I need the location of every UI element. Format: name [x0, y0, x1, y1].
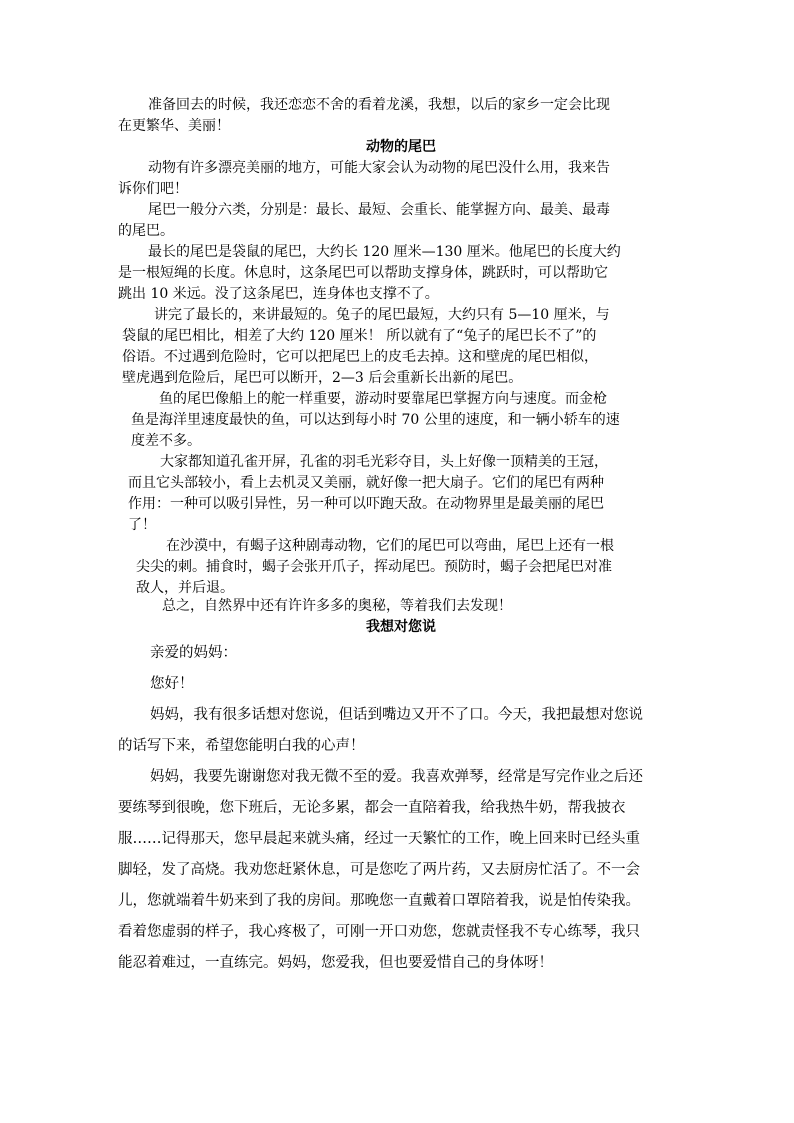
letter-paragraph	[118, 700, 684, 762]
text-line: 鱼是海洋里速度最快的鱼，可以达到每小时 70 公里的速度，和一辆小轿车的速	[131, 412, 620, 428]
text-line: 壁虎遇到危险后，尾巴可以断开，2—3 后会重新长出新的尾巴。	[122, 370, 523, 386]
text-line: 作用：一种可以吸引异性，另一种可以吓跑天敌。在动物界里是最美丽的尾巴	[128, 496, 604, 512]
text-line: 动物有许多漂亮美丽的地方，可能大家会认为动物的尾巴没什么用，我来告	[148, 160, 610, 176]
letter-salutation	[118, 638, 684, 669]
text-line: 要练琴到很晚，您下班后，无论多累，都会一直陪着我，给我热牛奶，帮我披衣	[118, 800, 626, 816]
article-title: 动物的尾巴	[366, 139, 436, 155]
text-line: 跳出 10 米远。没了这条尾巴，连身体也支撑不了。	[118, 286, 439, 302]
text-line: 是一根短绳的长度。休息时，这条尾巴可以帮助支撑身体，跳跃时，可以帮助它	[118, 265, 608, 281]
text-line: 尾巴一般分六类，分别是：最长、最短、会重长、能掌握方向、最美、最毒	[148, 202, 610, 218]
text-line: 脚轻，发了高烧。我劝您赶紧休息，可是您吃了两片药，又去厨房忙活了。不一会	[118, 862, 640, 878]
text-line: 的话写下来，希望您能明白我的心声！	[118, 738, 365, 754]
article-paragraph	[131, 389, 684, 452]
article-paragraph	[128, 452, 684, 536]
text-line: 妈妈，我有很多话想对您说，但话到嘴边又开不了口。今天，我把最想对您说	[150, 707, 643, 723]
article-paragraph	[122, 305, 684, 389]
text-line: 而且它头部较小，看上去机灵又美丽，就好像一把大扇子。它们的尾巴有两种	[128, 475, 604, 491]
text-line: 最长的尾巴是袋鼠的尾巴，大约长 120 厘米—130 厘米。他尾巴的长度大约	[148, 244, 621, 260]
intro-paragraph	[118, 95, 684, 137]
text-line: 诉你们吧！	[118, 181, 188, 197]
text-line: 鱼的尾巴像船上的舵一样重要，游动时要靠尾巴掌握方向与速度。而金枪	[159, 391, 607, 407]
article-paragraph	[118, 242, 684, 305]
article-title: 我想对您说	[366, 619, 436, 635]
article-paragraph	[162, 596, 684, 617]
text-line: 妈妈，我要先谢谢您对我无微不至的爱。我喜欢弹琴，经常是写完作业之后还	[150, 769, 643, 785]
text-line: 在更繁华、美丽！	[118, 118, 230, 134]
text-line: 看着您虚弱的样子，我心疼极了，可刚一开口劝您，您就责怪我不专心练琴，我只	[118, 924, 640, 940]
text-line: 的尾巴。	[118, 223, 174, 239]
text-line: 俗语。不过遇到危险时，它可以把尾巴上的皮毛去掉。这和壁虎的尾巴相似，	[122, 349, 598, 365]
text-line: 总之，自然界中还有许许多多的奥秘，等着我们去发现！	[162, 598, 512, 614]
text-line: 大家都知道孔雀开屏，孔雀的羽毛光彩夺目，头上好像一顶精美的王冠，	[160, 454, 608, 470]
text-line: 能忍着难过，一直练完。妈妈，您爱我，但也要爱惜自己的身体呀！	[118, 955, 553, 971]
text-line: 服……记得那天，您早晨起来就头痛，经过一天繁忙的工作，晚上回来时已经头重	[118, 831, 640, 847]
salutation-line: 亲爱的妈妈：	[150, 645, 237, 661]
letter-paragraph	[118, 762, 684, 979]
text-line: 讲完了最长的，来讲最短的。兔子的尾巴最短，大约只有 5—10 厘米，与	[154, 307, 610, 323]
text-line: 在沙漠中，有蝎子这种剧毒动物，它们的尾巴可以弯曲，尾巴上还有一根	[166, 538, 614, 554]
article-paragraph	[136, 536, 684, 599]
article-paragraph	[118, 158, 684, 200]
text-line: 尖尖的刺。捕食时，蝎子会张开爪子，挥动尾巴。预防时，蝎子会把尾巴对准	[136, 559, 612, 575]
text-line: 准备回去的时候，我还恋恋不舍的看着龙溪，我想，以后的家乡一定会比现	[148, 97, 610, 113]
text-line: 儿，您就端着牛奶来到了我的房间。那晚您一直戴着口罩陪着我，说是怕传染我。	[118, 893, 640, 909]
article-paragraph	[118, 200, 684, 242]
text-line: 了！	[128, 517, 156, 533]
text-line: 度差不多。	[131, 433, 201, 449]
text-line: 袋鼠的尾巴相比，相差了大约 120 厘米！ 所以就有了“兔子的尾巴长不了”的	[122, 328, 597, 344]
greeting-line: 您好！	[150, 676, 194, 692]
letter-greeting	[118, 669, 684, 700]
text-line: 敌人，并后退。	[136, 580, 234, 596]
